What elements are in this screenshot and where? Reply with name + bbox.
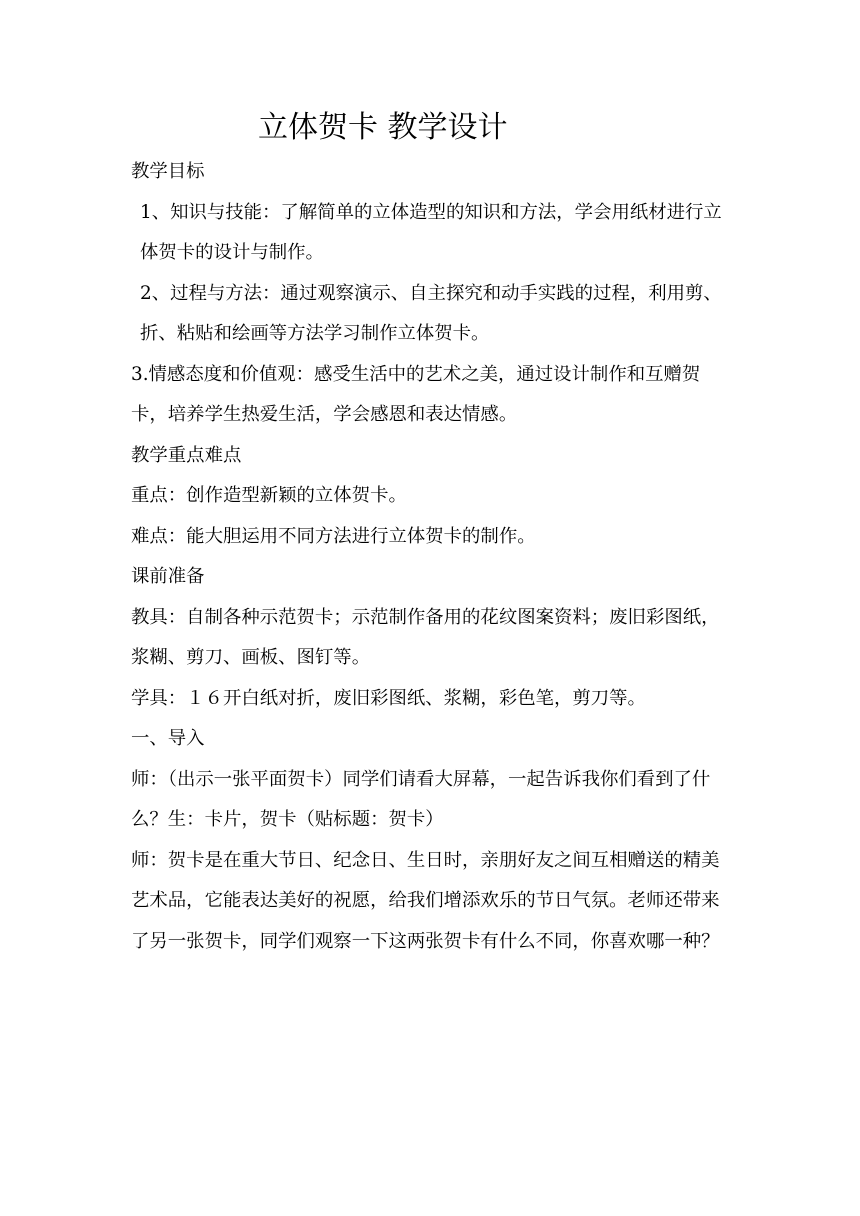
dialogue-paragraph-2: 师：贺卡是在重大节日、纪念日、生日时，亲朋好友之间互相赠送的精美艺术品，它能表达美好的祝愿，给我们增添欢乐的节日气氛。老师还带来了另一张贺卡，同学们观察一下这两张贺卡有什么不同，你喜欢哪一种？ xyxy=(131,849,720,952)
section-heading-key-points: 教学重点难点 xyxy=(131,444,242,466)
objective-knowledge-skills: 1、知识与技能：了解简单的立体造型的知识和方法，学会用纸材进行立体贺卡的设计与制作。 xyxy=(140,201,722,263)
section-heading-preparation: 课前准备 xyxy=(131,566,205,587)
student-materials-text: 学具：１６开白纸对折，废旧彩图纸、浆糊，彩色笔，剪刀等。 xyxy=(131,687,646,709)
document-title: 立体贺卡 教学设计 xyxy=(258,110,508,145)
key-point-text: 重点：创作造型新颖的立体贺卡。 xyxy=(131,485,407,506)
objective-emotion-values: 3.情感态度和价值观：感受生活中的艺术之美，通过设计制作和互赠贺卡，培养学生热爱生活，学会感恩和表达情感。 xyxy=(131,363,701,425)
teaching-aids-text: 教具：自制各种示范贺卡；示范制作备用的花纹图案资料；废旧彩图纸，浆糊、剪刀、画板、图钉等。 xyxy=(131,606,720,668)
difficulty-text: 难点：能大胆运用不同方法进行立体贺卡的制作。 xyxy=(131,525,536,547)
section-heading-objectives: 教学目标 xyxy=(131,161,205,182)
section-heading-introduction: 一、导入 xyxy=(131,728,205,749)
document-body xyxy=(131,152,731,962)
objective-process-methods: 2、过程与方法：通过观察演示、自主探究和动手实践的过程，利用剪、折、粘贴和绘画等方法学习制作立体贺卡。 xyxy=(140,282,722,344)
dialogue-paragraph-1: 师：（出示一张平面贺卡）同学们请看大屏幕，一起告诉我你们看到了什么？生：卡片，贺卡（贴标题：贺卡） xyxy=(131,768,711,830)
